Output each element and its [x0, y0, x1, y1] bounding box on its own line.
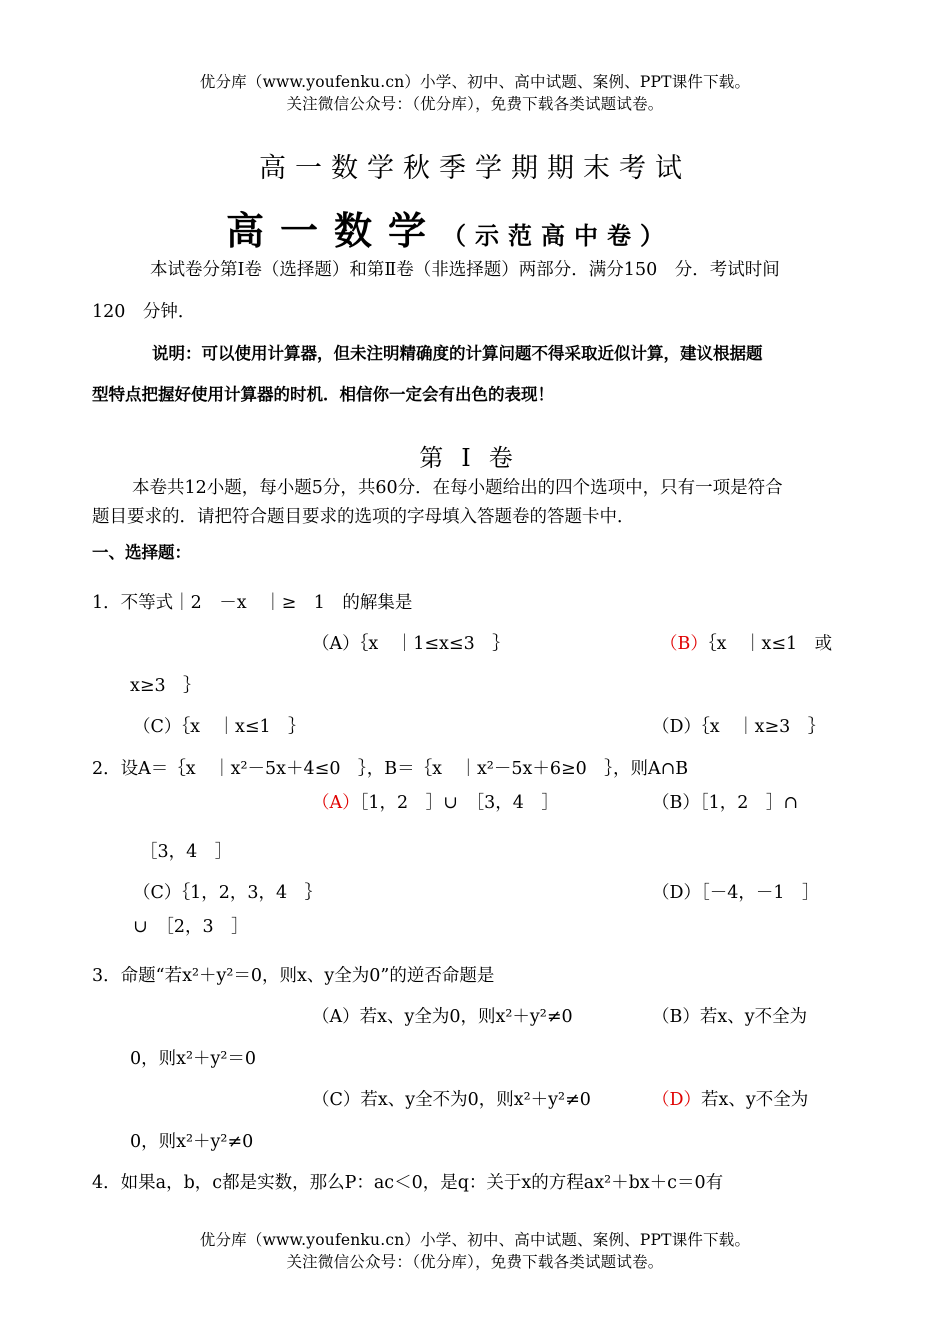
question-1-option-b-text: ｛x ｜x≤1 或 [707, 634, 833, 654]
footer-line-2: 关注微信公众号：（优分库），免费下载各类试题试卷。 [286, 1253, 664, 1271]
question-3-option-d-text: 若x、y不全为 [701, 1090, 809, 1110]
intro-line-2: 120 分钟． [92, 302, 196, 322]
question-2-option-a-label: （A） [312, 793, 360, 813]
main-title-subject: 高一数学 [226, 209, 443, 253]
note-line-2: 型特点把握好使用计算器的时机．相信你一定会有出色的表现！ [92, 385, 554, 404]
question-3-option-c: （C）若x、y全不为0，则x²＋y²≠0 [312, 1090, 591, 1110]
question-2-option-a [312, 789, 559, 814]
question-3-option-a: （A）若x、y全为0，则x²＋y²≠0 [312, 1007, 573, 1027]
question-2-option-a-text: ［1，2 ］∪ ［3，4 ］ [359, 793, 559, 813]
volume-intro-line-1: 本卷共12小题，每小题5分，共60分．在每小题给出的四个选项中，只有一项是符合 [132, 478, 783, 498]
main-title-edition: （示范高中卷） [442, 222, 674, 250]
question-3-option-d-continued: 0，则x²＋y²≠0 [130, 1132, 254, 1152]
note-line-1: 说明：可以使用计算器，但未注明精确度的计算问题不得采取近似计算，建议根据题 [152, 344, 763, 363]
intro-line-1: 本试卷分第Ⅰ卷（选择题）和第Ⅱ卷（非选择题）两部分．满分150 分．考试时间 [150, 260, 780, 280]
question-3-option-d-label: （D） [652, 1090, 702, 1110]
volume-title: 第Ⅰ卷 [419, 444, 531, 472]
question-1-option-b-continued: x≥3 ｝ [130, 676, 201, 696]
question-2-option-d-continued: ∪ ［2，3 ］ [133, 917, 249, 937]
question-1-option-a: （A）｛x ｜1≤x≤3 ｝ [312, 634, 510, 654]
header-line-1: 优分库（www.youfenku.cn）小学、初中、高中试题、案例、PPT课件下载。 [199, 73, 751, 91]
question-2-option-c: （C）｛1，2，3，4 ｝ [133, 883, 323, 903]
question-1-option-c: （C）｛x ｜x≤1 ｝ [133, 717, 306, 737]
question-2-option-b: （B）［1，2 ］∩ [652, 793, 799, 813]
question-3-stem: 3．命题“若x²＋y²＝0，则x、y全为0”的逆否命题是 [92, 966, 495, 986]
main-title [226, 200, 673, 255]
question-2-option-d: （D）［－4，－1 ］ [652, 883, 820, 903]
question-3-option-b: （B）若x、y不全为 [652, 1007, 808, 1027]
question-4-stem: 4．如果a，b，c都是实数，那么P：ac＜0，是q：关于x的方程ax²＋bx＋c＝0有 [92, 1173, 724, 1193]
question-1-option-b-label: （B） [660, 634, 708, 654]
section-heading: 一、选择题： [92, 543, 191, 562]
question-2-stem: 2．设A＝｛x ｜x²－5x＋4≤0 ｝，B＝｛x ｜x²－5x＋6≥0 ｝，则A∩B [92, 759, 689, 779]
question-1-option-b [660, 630, 832, 655]
footer-line-1: 优分库（www.youfenku.cn）小学、初中、高中试题、案例、PPT课件下载。 [199, 1231, 751, 1249]
question-1-stem: 1．不等式｜2 －x ｜≥ 1 的解集是 [92, 593, 413, 613]
question-1-option-d: （D）｛x ｜x≥3 ｝ [652, 717, 826, 737]
volume-intro-line-2: 题目要求的．请把符合题目要求的选项的字母填入答题卷的答题卡中． [92, 507, 635, 527]
question-2-option-b-continued: ［3，4 ］ [140, 842, 233, 862]
exam-title: 高一数学秋季学期期末考试 [259, 153, 691, 184]
question-3-option-b-continued: 0，则x²＋y²＝0 [130, 1049, 257, 1069]
question-3-option-d [652, 1086, 808, 1111]
header-line-2: 关注微信公众号：（优分库），免费下载各类试题试卷。 [286, 95, 664, 113]
